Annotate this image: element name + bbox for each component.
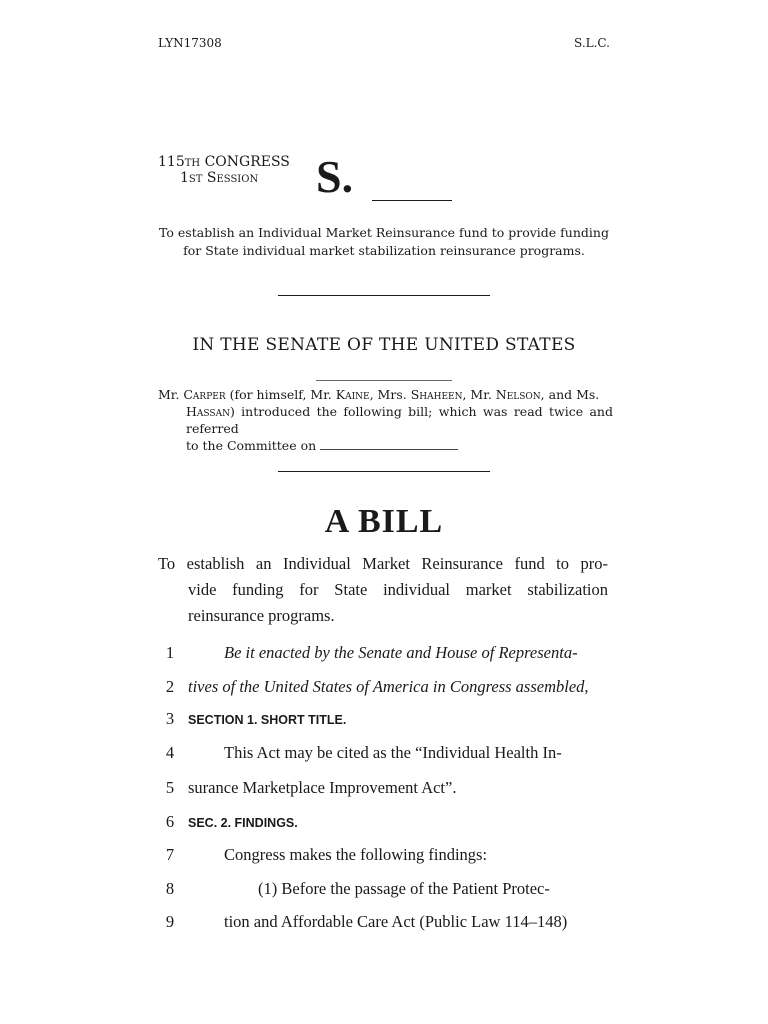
sponsor-name: Carper — [183, 387, 226, 402]
committee-blank-line — [320, 448, 458, 450]
enacting-clause-line: Be it enacted by the Senate and House of Representa- — [224, 643, 578, 662]
bill-title: A BILL — [324, 503, 444, 540]
cosponsor-name: Hassan — [186, 404, 230, 419]
intro-line-3: to the Committee on — [158, 437, 613, 454]
bill-text-line: tion and Affordable Care Act (Public Law 114–148) — [224, 912, 568, 931]
intro-line-2: Hassan) introduced the following bill; which was read twice and referred — [186, 404, 613, 436]
bill-number: S. — [316, 151, 354, 202]
line-number: 3 — [165, 709, 175, 728]
divider-bottom — [278, 471, 490, 472]
intro-line-1: Mr. Carper (for himself, Mr. Kaine, Mrs. Shaheen, Mr. Nelson, and Ms. — [158, 387, 600, 402]
purpose-summary: To establish an Individual Market Reinsurance fund to provide funding for State individual market stabilization reinsurance programs. — [159, 225, 609, 258]
session-line — [158, 170, 290, 186]
bill-purpose — [158, 551, 608, 629]
senate-heading: IN THE SENATE OF THE UNITED STATES — [192, 335, 576, 355]
session-word: Session — [206, 170, 259, 186]
section-heading: SEC. 2. FINDINGS. — [188, 816, 298, 830]
bill-text-line: Congress makes the following findings: — [224, 845, 488, 864]
bill-text-line: This Act may be cited as the “Individual Health In- — [224, 743, 562, 762]
bill-text-line: (1) Before the passage of the Patient Protec- — [258, 879, 550, 898]
bill-text-line: surance Marketplace Improvement Act”. — [188, 778, 457, 797]
line-number: 6 — [165, 812, 175, 831]
line-number: 1 — [165, 643, 175, 662]
line-number: 7 — [165, 845, 175, 864]
divider-top — [278, 295, 490, 296]
line-number: 4 — [165, 743, 175, 762]
enacting-clause-line: tives of the United States of America in Congress assembled, — [188, 677, 589, 696]
line-number: 2 — [165, 677, 175, 696]
cosponsor-name: Shaheen — [410, 387, 463, 402]
cosponsor-name: Kaine — [335, 387, 370, 402]
line-number: 5 — [165, 778, 175, 797]
congress-word: CONGRESS — [204, 154, 290, 170]
congress-session-block — [158, 154, 290, 186]
line-number: 9 — [165, 912, 175, 931]
cosponsor-name: Nelson — [495, 387, 541, 402]
introduction-paragraph — [158, 386, 613, 454]
line-number: 8 — [165, 879, 175, 898]
date-blank-line — [316, 380, 452, 381]
bill-number-blank-line — [372, 200, 452, 201]
document-id: LYN17308 — [158, 36, 222, 50]
slc-label: S.L.C. — [574, 36, 610, 50]
congress-line — [158, 154, 290, 170]
purpose-line-2: vide funding for State individual market stabilization — [188, 580, 608, 599]
section-heading: SECTION 1. SHORT TITLE. — [188, 713, 347, 727]
purpose-line-3: reinsurance programs. — [188, 606, 335, 625]
purpose-line-1: To establish an Individual Market Reinsurance fund to pro- — [158, 554, 608, 573]
congress-number: 115th — [158, 154, 201, 170]
session-number: 1st — [180, 170, 203, 186]
